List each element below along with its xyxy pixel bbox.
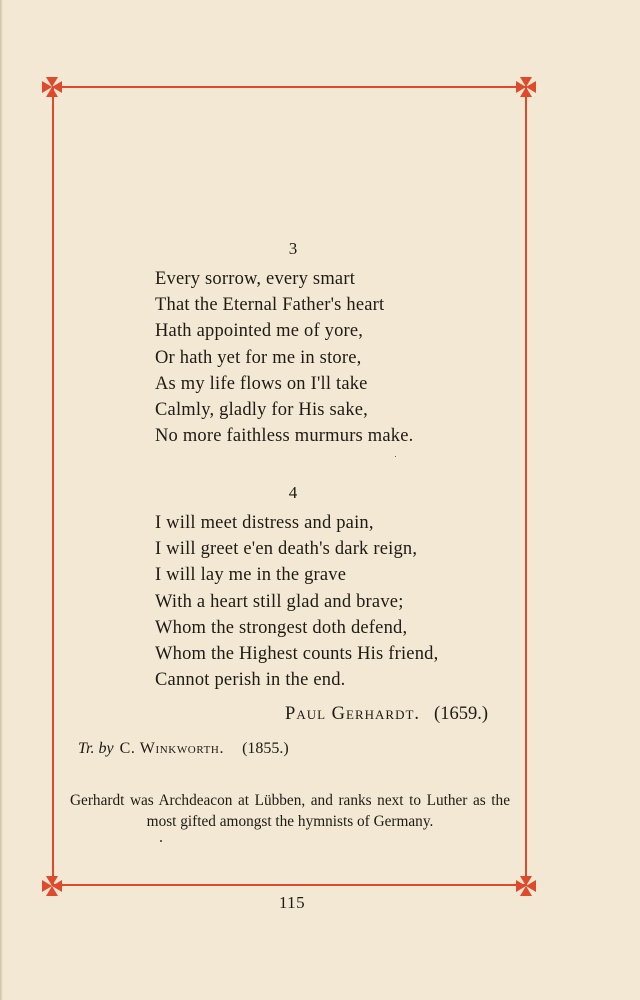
verse-line: That the Eternal Father's heart	[155, 295, 385, 316]
maltese-cross-icon	[515, 76, 537, 98]
verse-line: I will meet distress and pain,	[155, 513, 374, 533]
page-binding-edge	[0, 0, 3, 1000]
author-attribution	[285, 704, 488, 725]
verse-line: Whom the Highest counts His friend,	[155, 643, 439, 664]
stanza-number: 4	[288, 483, 298, 502]
translation-year: (1855.)	[242, 740, 289, 757]
maltese-cross-icon	[515, 875, 537, 897]
verse-line: Cannot perish in the end.	[155, 670, 346, 691]
biographical-note: Gerhardt was Archdeacon at Lübben, and ranks next to Luther as the most gifted amongst the hymnists of Germany.	[70, 792, 510, 830]
verse-line: I will lay me in the grave	[155, 565, 347, 586]
author-year: (1659.)	[434, 704, 488, 724]
author-name: Paul Gerhardt.	[285, 704, 421, 724]
translator-attribution	[78, 740, 289, 758]
verse-line: As my life flows on I'll take	[155, 373, 368, 394]
verse-line: I will greet e'en death's dark reign,	[155, 539, 418, 560]
verse-line: Hath appointed me of yore,	[155, 321, 364, 342]
verse-line: With a heart still glad and brave;	[155, 591, 404, 612]
verse-line: Every sorrow, every smart	[155, 269, 356, 289]
verse-line: Or hath yet for me in store,	[155, 347, 362, 368]
page-number: 115	[278, 893, 306, 912]
verse-line: No more faithless murmurs make.	[155, 426, 414, 447]
verse-line: Calmly, gladly for His sake,	[155, 399, 369, 420]
verse-line: Whom the strongest doth defend,	[155, 617, 408, 638]
translator-name: C. Winkworth.	[119, 740, 225, 757]
stanza-4	[155, 510, 438, 693]
stanza-number: 3	[288, 239, 298, 258]
maltese-cross-icon	[41, 875, 63, 897]
translator-prefix: Tr. by	[78, 740, 114, 757]
print-speck	[160, 840, 162, 842]
stanza-3	[155, 266, 413, 449]
print-speck	[395, 456, 396, 457]
maltese-cross-icon	[41, 76, 63, 98]
